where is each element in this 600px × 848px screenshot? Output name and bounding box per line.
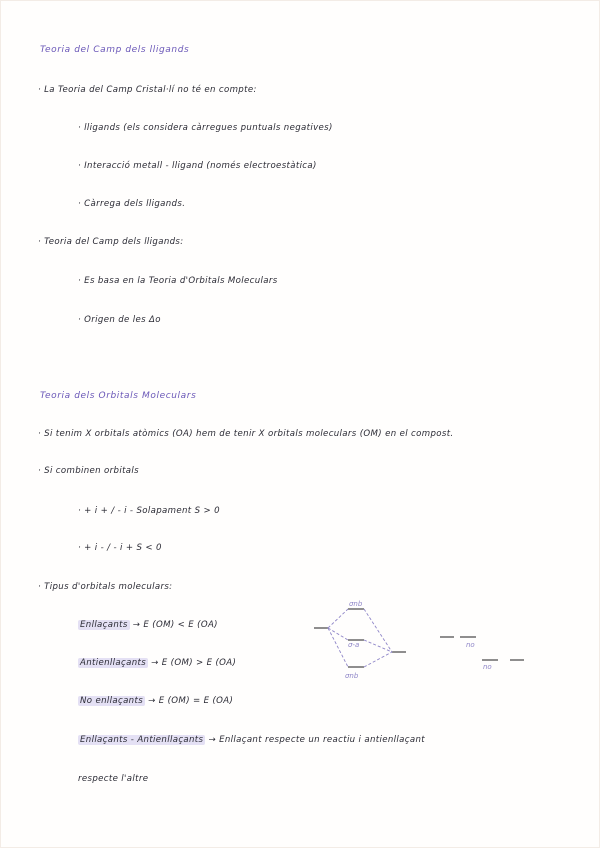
section-title-molecular-orbitals: Teoria dels Orbitals Moleculars [40, 391, 197, 401]
orbital-type-antibonding [78, 658, 236, 668]
text: → E (OM) = E (OA) [145, 696, 234, 706]
label-mid: σ-a [348, 641, 360, 649]
text-line: · Tipus d'orbitals moleculars: [38, 582, 173, 592]
list-item: · + i + / - i - Solapament S > 0 [78, 506, 220, 516]
highlight: Antienllaçants [80, 658, 147, 668]
text-line: · Teoria del Camp dels lligands: [38, 237, 184, 247]
list-item: · Es basa en la Teoria d'Orbitals Moleculars [78, 276, 278, 286]
mo-diagram [300, 595, 540, 690]
highlight: No enllaçants [80, 696, 144, 706]
text-line: · Si combinen orbitals [38, 466, 139, 476]
text-line: · La Teoria del Camp Cristal·lí no té en compte: [38, 85, 257, 95]
label-right-2: no [483, 663, 492, 671]
text: → E (OM) < E (OA) [129, 620, 218, 630]
orbital-type-bonding [78, 620, 218, 630]
label-top: σnb [349, 600, 363, 608]
text-line: respecte l'altre [78, 774, 149, 784]
list-item: · Interacció metall - lligand (només electroestàtica) [78, 161, 317, 171]
list-item: · Origen de les Δo [78, 315, 161, 325]
section-title-ligand-field: Teoria del Camp dels lligands [40, 45, 190, 55]
label-bottom: σnb [345, 672, 359, 680]
orbital-type-bonding-antibonding [78, 735, 425, 745]
text: → E (OM) > E (OA) [148, 658, 237, 668]
text: → Enllaçant respecte un reactiu i antienllaçant [205, 735, 425, 745]
list-item: · lligands (els considera càrregues puntuals negatives) [78, 123, 333, 133]
list-item: · + i - / - i + S < 0 [78, 543, 162, 553]
highlight: Enllaçants [80, 620, 128, 630]
text-line: · Si tenim X orbitals atòmics (OA) hem de tenir X orbitals moleculars (OM) en el compost. [38, 429, 454, 439]
label-right-1: no [466, 641, 475, 649]
list-item: · Càrrega dels lligands. [78, 199, 186, 209]
orbital-type-nonbonding [78, 696, 233, 706]
highlight: Enllaçants - Antienllaçants [80, 735, 204, 745]
